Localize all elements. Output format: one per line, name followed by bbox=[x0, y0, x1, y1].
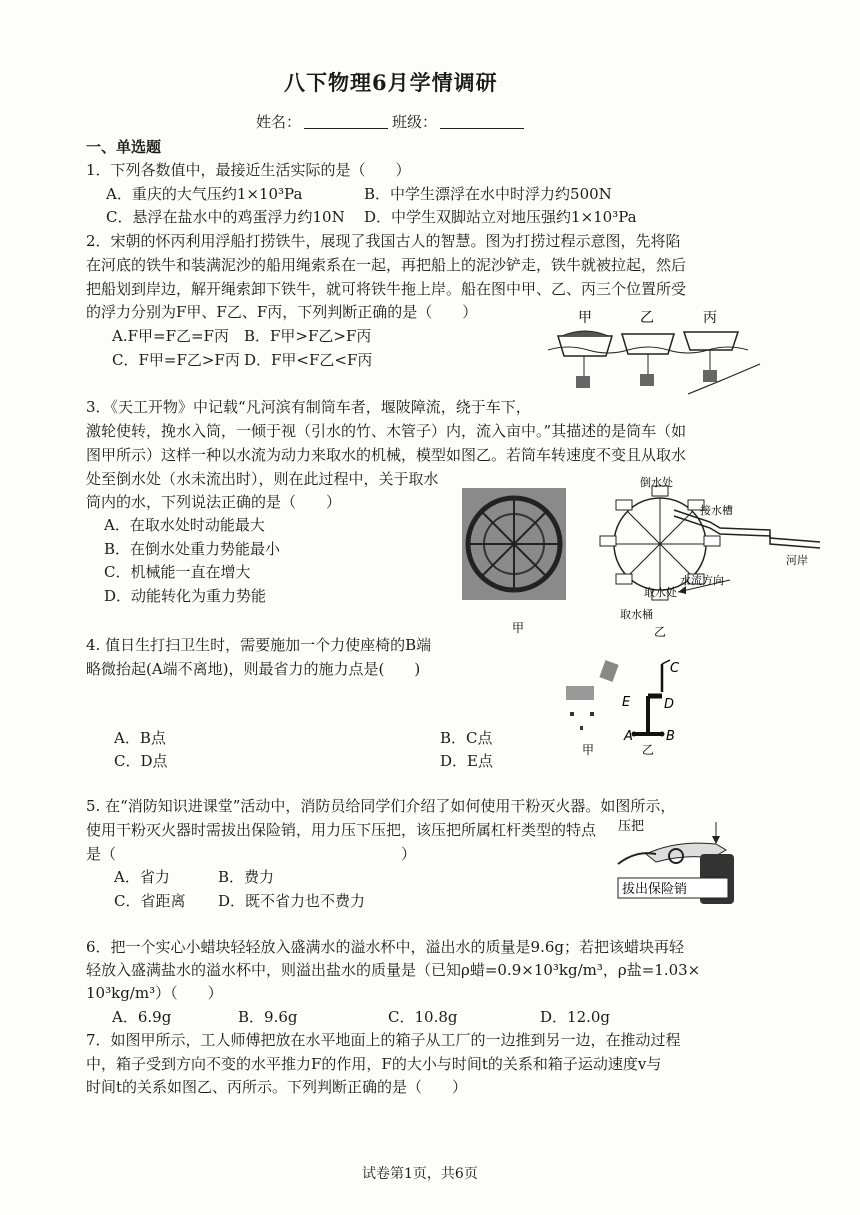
fig-trough-label: 接水槽 bbox=[700, 504, 733, 517]
fig-jia-label: 甲 bbox=[582, 743, 595, 757]
q2-option-d: D．F甲<F乙<F丙 bbox=[244, 351, 373, 369]
fig-bucket-label: 取水桶 bbox=[620, 608, 653, 621]
q2-boats-figure bbox=[548, 304, 760, 396]
fig-bank-label: 河岸 bbox=[786, 554, 808, 567]
q7-line-1: 7．如图甲所示，工人师傅把放在水平地面上的箱子从工厂的一边推到另一边，在推动过程 bbox=[86, 1031, 681, 1049]
class-label: 班级： bbox=[392, 113, 438, 131]
q5-option-c: C．省距离 bbox=[114, 892, 186, 910]
q3-line-2: 激轮使转，挽水入筒，一倾于视（引水的竹、木管子）内，流入亩中。”其描述的是筒车（如 bbox=[86, 422, 687, 440]
q2-line-1: 2．宋朝的怀丙利用浮船打捞铁牛，展现了我国古人的智慧。图为打捞过程示意图，先将陷 bbox=[86, 232, 681, 250]
fig-point-d: D bbox=[664, 697, 675, 712]
fig-press-label: 压把 bbox=[618, 819, 645, 834]
page-title: 八下物理6月学情调研 bbox=[284, 70, 498, 95]
name-blank bbox=[304, 114, 388, 129]
fig-flow-label: 水流方向 bbox=[680, 574, 724, 587]
fig-label-yi: 乙 bbox=[640, 310, 654, 326]
fig-pin-label: 拔出保险销 bbox=[622, 882, 688, 897]
q6-option-c: C．10.8g bbox=[388, 1008, 458, 1026]
q6-line-1: 6．把一个实心小蜡块轻轻放入盛满水的溢水杯中，溢出水的质量是9.6g；若把该蜡块再轻 bbox=[86, 938, 685, 956]
fig-jia-label: 甲 bbox=[512, 621, 525, 635]
q2-option-b: B．F甲>F乙>F丙 bbox=[244, 327, 372, 345]
q7-line-3: 时间t的关系如图乙、丙所示。下列判断正确的是（ ） bbox=[86, 1078, 468, 1096]
q1-stem: 1．下列各数值中，最接近生活实际的是（ ） bbox=[86, 161, 411, 179]
q5-extinguisher-figure bbox=[616, 814, 742, 904]
q5-line-1: 5. 在“消防知识进课堂”活动中，消防员给同学们介绍了如何使用干粉灭火器。如图所示， bbox=[86, 797, 676, 815]
fig-point-b: B bbox=[666, 729, 675, 744]
q2-line-4: 的浮力分别为F甲、F乙、F丙，下列判断正确的是（ ） bbox=[86, 303, 478, 321]
q1-option-d: D．中学生双脚站立对地压强约1×10³Pa bbox=[364, 208, 637, 226]
q5-line-3: 是（ ） bbox=[86, 845, 417, 863]
q3-option-a: A．在取水处时动能最大 bbox=[104, 516, 265, 534]
fig-yi-label: 乙 bbox=[654, 625, 667, 639]
q4-option-b: B．C点 bbox=[440, 729, 493, 747]
q5-option-d: D．既不省力也不费力 bbox=[218, 892, 366, 910]
q2-option-a: A.F甲=F乙=F丙 bbox=[112, 327, 229, 345]
q3-option-c: C．机械能一直在增大 bbox=[104, 563, 251, 581]
q4-line-1: 4. 值日生打扫卫生时，需要施加一个力使座椅的B端 bbox=[86, 636, 432, 654]
fig-label-jia: 甲 bbox=[578, 310, 592, 326]
name-label: 姓名： bbox=[256, 113, 302, 131]
q6-option-b: B．9.6g bbox=[238, 1008, 298, 1026]
q3-line-1: 3．《天工开物》中记载“凡河滨有制筒车者，堰陂障流，绕于车下， bbox=[86, 398, 531, 416]
q3-waterwheel-figure bbox=[460, 472, 840, 640]
q2-option-c: C．F甲=F乙>F丙 bbox=[112, 351, 240, 369]
q2-line-3: 把船划到岸边，解开绳索卸下铁牛，就可将铁牛拖上岸。船在图中甲、乙、丙三个位置所受 bbox=[86, 280, 687, 298]
q6-line-3: 10³kg/m³）（ ） bbox=[86, 984, 223, 1002]
q6-option-d: D．12.0g bbox=[540, 1008, 611, 1026]
fig-yi-label: 乙 bbox=[642, 743, 655, 757]
q5-option-a: A．省力 bbox=[114, 868, 170, 886]
q6-line-2: 轻放入盛满盐水的溢水杯中，则溢出盐水的质量是（已知ρ蜡=0.9×10³kg/m³，ρ盐=1.03× bbox=[86, 961, 701, 979]
q5-option-b: B．费力 bbox=[218, 868, 275, 886]
q3-option-d: D．动能转化为重力势能 bbox=[104, 587, 267, 605]
class-blank bbox=[440, 114, 524, 129]
q1-option-b: B．中学生漂浮在水中时浮力约500N bbox=[364, 185, 612, 203]
fig-pour-label: 倒水处 bbox=[640, 476, 673, 489]
q3-line-5: 筒内的水，下列说法正确的是（ ） bbox=[86, 493, 342, 511]
fig-point-c: C bbox=[670, 661, 680, 676]
q1-option-a: A．重庆的大气压约1×10³Pa bbox=[106, 185, 303, 203]
q2-line-2: 在河底的铁牛和装满泥沙的船用绳索系在一起，再把船上的泥沙铲走，铁牛就被拉起，然后 bbox=[86, 256, 687, 274]
q3-option-b: B．在倒水处重力势能最小 bbox=[104, 540, 281, 558]
fig-label-bing: 丙 bbox=[703, 310, 717, 326]
q1-option-c: C．悬浮在盐水中的鸡蛋浮力约10N bbox=[106, 208, 345, 226]
q3-line-3: 图甲所示）这样一种以水流为动力来取水的机械，模型如图乙。若筒车转速度不变且从取水 bbox=[86, 446, 687, 464]
q4-option-c: C．D点 bbox=[114, 752, 168, 770]
q5-line-2: 使用干粉灭火器时需拔出保险销，用力压下压把，该压把所属杠杆类型的特点 bbox=[86, 821, 597, 839]
fig-take-label: 取水处 bbox=[644, 586, 677, 599]
section-heading: 一、单选题 bbox=[86, 138, 162, 156]
q4-option-d: D．E点 bbox=[440, 752, 493, 770]
q6-option-a: A．6.9g bbox=[112, 1008, 172, 1026]
page-footer: 试卷第1页，共6页 bbox=[362, 1166, 478, 1182]
q4-line-2: 略微抬起(A端不离地)，则最省力的施力点是( ) bbox=[86, 660, 421, 678]
q7-line-2: 中，箱子受到方向不变的水平推力F的作用，F的大小与时间t的关系和箱子运动速度v与 bbox=[86, 1055, 662, 1073]
q4-option-a: A．B点 bbox=[114, 729, 166, 747]
q4-chair-figure bbox=[560, 656, 700, 756]
fig-point-e: E bbox=[622, 695, 631, 710]
q3-line-4: 处至倒水处（水未流出时），则在此过程中，关于取水 bbox=[86, 470, 439, 488]
fig-point-a: A bbox=[624, 729, 633, 744]
